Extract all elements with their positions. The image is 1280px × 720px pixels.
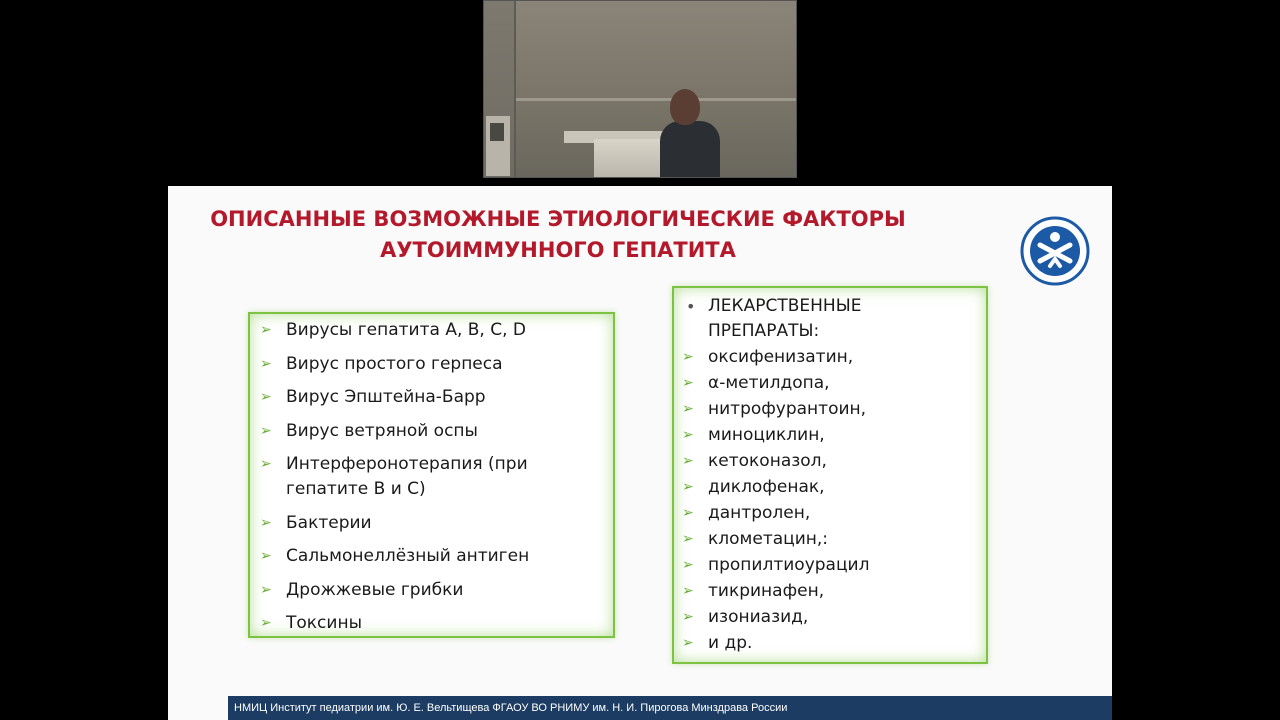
list-item bbox=[682, 605, 976, 630]
list-item-text: клометацин,: bbox=[708, 529, 829, 549]
drugs-items-list bbox=[682, 345, 976, 656]
drugs-header: ЛЕКАРСТВЕННЫЕ ПРЕПАРАТЫ: bbox=[708, 296, 862, 341]
arrow-bullet-icon: ➢ bbox=[682, 505, 694, 521]
arrow-bullet-icon: ➢ bbox=[682, 583, 694, 599]
arrow-bullet-icon: ➢ bbox=[682, 427, 694, 443]
arrow-bullet-icon: ➢ bbox=[682, 609, 694, 625]
list-item bbox=[682, 475, 976, 500]
arrow-bullet-icon: ➢ bbox=[682, 401, 694, 417]
list-item-text: Вирус ветряной оспы bbox=[286, 420, 478, 441]
list-item-text: α-метилдопа, bbox=[708, 373, 830, 393]
list-item-text: пропилтиоурацил bbox=[708, 555, 870, 575]
list-item bbox=[260, 419, 603, 444]
list-item bbox=[260, 511, 603, 536]
arrow-bullet-icon: ➢ bbox=[682, 557, 694, 573]
list-item-text: Вирусы гепатита A, B, C, D bbox=[286, 320, 527, 340]
list-item bbox=[260, 544, 603, 569]
list-item bbox=[260, 452, 603, 502]
list-item-text: кетоконазол, bbox=[708, 451, 827, 471]
list-item-text: Токсины bbox=[286, 613, 362, 633]
arrow-bullet-icon: ➢ bbox=[260, 581, 272, 598]
list-item-text: оксифенизатин, bbox=[708, 347, 854, 367]
drugs-header-item bbox=[682, 294, 976, 344]
arrow-bullet-icon: ➢ bbox=[260, 548, 272, 564]
list-item bbox=[682, 345, 976, 370]
arrow-bullet-icon: ➢ bbox=[682, 375, 694, 391]
arrow-bullet-icon: ➢ bbox=[260, 456, 272, 472]
list-item bbox=[260, 385, 603, 410]
arrow-bullet-icon: ➢ bbox=[682, 479, 694, 495]
speaker-body bbox=[660, 121, 720, 178]
list-item-text: и др. bbox=[708, 633, 753, 653]
list-item-text: Дрожжевые грибки bbox=[286, 579, 464, 600]
list-item-text: нитрофурантоин, bbox=[708, 399, 867, 419]
list-item bbox=[260, 611, 603, 636]
arrow-bullet-icon: ➢ bbox=[682, 349, 694, 365]
institute-logo-icon bbox=[1020, 216, 1090, 286]
slide-title-line1: ОПИСАННЫЕ ВОЗМОЖНЫЕ ЭТИОЛОГИЧЕСКИЕ ФАКТОРЫ bbox=[210, 207, 906, 231]
list-item-text: дантролен, bbox=[708, 503, 811, 523]
list-item bbox=[682, 397, 976, 422]
arrow-bullet-icon: ➢ bbox=[260, 389, 272, 405]
list-item bbox=[682, 527, 976, 552]
list-item-text: тикринафен, bbox=[708, 581, 825, 601]
slide-title-line2: АУТОИММУННОГО ГЕПАТИТА bbox=[380, 238, 736, 262]
speaker-head bbox=[670, 89, 700, 125]
list-item bbox=[682, 371, 976, 396]
viral-factors-box bbox=[248, 312, 615, 638]
arrow-bullet-icon: ➢ bbox=[260, 322, 272, 338]
speaker-video bbox=[483, 0, 797, 178]
list-item-text: изониазид, bbox=[708, 607, 809, 627]
arrow-bullet-icon: ➢ bbox=[682, 635, 694, 651]
drugs-list bbox=[682, 294, 976, 344]
slide-footer: НМИЦ Институт педиатрии им. Ю. Е. Вельтищева ФГАОУ ВО РНИМУ им. Н. И. Пирогова Минздрава России bbox=[228, 696, 1112, 720]
list-item-text: Интерферонотерапия (при гепатите B и C) bbox=[286, 454, 528, 499]
arrow-bullet-icon: ➢ bbox=[682, 531, 694, 547]
list-item-text: Бактерии bbox=[286, 512, 372, 533]
list-item bbox=[260, 352, 603, 377]
arrow-bullet-icon: ➢ bbox=[260, 355, 272, 372]
list-item bbox=[682, 553, 976, 578]
list-item-text: Сальмонеллёзный антиген bbox=[286, 546, 530, 566]
list-item-text: Вирус простого герпеса bbox=[286, 353, 503, 374]
arrow-bullet-icon: ➢ bbox=[260, 514, 272, 531]
arrow-bullet-icon: ➢ bbox=[682, 453, 694, 469]
drugs-box bbox=[672, 286, 988, 664]
arrow-bullet-icon: ➢ bbox=[260, 422, 272, 439]
list-item bbox=[682, 423, 976, 448]
dot-bullet-icon: • bbox=[686, 297, 696, 316]
list-item-text: Вирус Эпштейна-Барр bbox=[286, 387, 486, 407]
list-item-text: миноциклин, bbox=[708, 425, 825, 445]
list-item bbox=[260, 318, 603, 343]
slide-title bbox=[168, 204, 948, 266]
list-item bbox=[682, 631, 976, 656]
list-item bbox=[682, 579, 976, 604]
list-item bbox=[260, 578, 603, 603]
list-item bbox=[682, 449, 976, 474]
list-item bbox=[682, 501, 976, 526]
viral-factors-list bbox=[260, 318, 603, 636]
arrow-bullet-icon: ➢ bbox=[260, 615, 272, 631]
list-item-text: диклофенак, bbox=[708, 477, 825, 497]
presentation-slide bbox=[168, 186, 1112, 720]
